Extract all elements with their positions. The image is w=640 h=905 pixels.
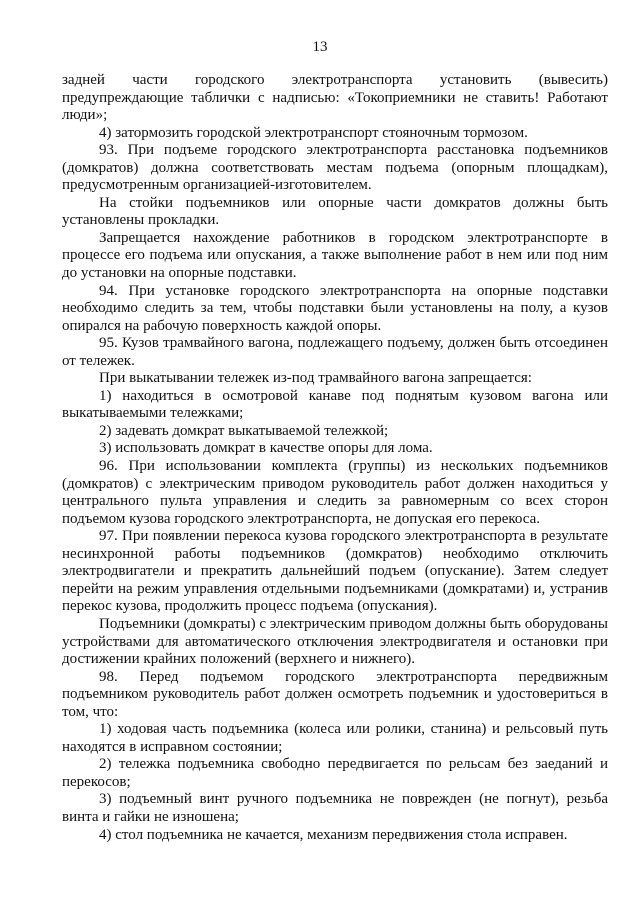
page-number: 13 — [312, 39, 328, 55]
paragraph: При выкатывании тележек из-под трамвайного вагона запрещается: — [99, 370, 532, 387]
paragraph: 93. При подъеме городского электротранспорта расстановка подъемников (домкратов) должна соответствовать местам подъема (опорным площадкам), предусмотренным организацией-изготовителем. — [62, 142, 608, 194]
document-body — [62, 72, 608, 844]
paragraph: 4) затормозить городской электротранспорт стояночным тормозом. — [99, 124, 528, 141]
paragraph: На стойки подъемников или опорные части домкратов должны быть установлены прокладки. — [62, 194, 608, 229]
paragraph: 2) задевать домкрат выкатываемой тележкой; — [99, 422, 389, 439]
paragraph: Подъемники (домкраты) с электрическим приводом должны быть оборудованы устройствами для автоматического отключения электродвигателя и остановки при достижении крайних положений (верхнего и нижнего). — [62, 615, 608, 668]
paragraph: 2) тележка подъемника свободно передвигается по рельсам без заеданий и перекосов; — [62, 756, 608, 790]
paragraph: Запрещается нахождение работников в городском электротранспорте в процессе его подъема или опускания, а также выполнение работ в нем или под ним до установки на опорные подставки. — [62, 229, 608, 282]
paragraph: 3) использовать домкрат в качестве опоры для лома. — [99, 440, 433, 457]
paragraph: 1) находиться в осмотровой канаве под поднятым кузовом вагона или выкатываемыми тележками; — [62, 387, 608, 422]
paragraph: 3) подъемный винт ручного подъемника не поврежден (не погнут), резьба винта и гайки не изношена; — [62, 791, 608, 825]
paragraph: задней части городского электротранспорта установить (вывесить) предупреждающие таблички с надписью: «Токоприемники не ставить! Работают люди»; — [62, 72, 608, 124]
paragraph: 95. Кузов трамвайного вагона, подлежащего подъему, должен быть отсоединен от тележек. — [62, 335, 608, 369]
paragraph: 94. При установке городского электротранспорта на опорные подставки необходимо следить за тем, чтобы подставки были установлены на полу, а кузов опирался на рабочую поверхность каждой опоры. — [62, 282, 608, 334]
paragraph: 4) стол подъемника не качается, механизм передвижения стола исправен. — [99, 826, 568, 843]
paragraph: 98. Перед подъемом городского электротранспорта передвижным подъемником руководитель работ должен осмотреть подъемник и удостовериться в том, что: — [62, 668, 608, 720]
paragraph: 1) ходовая часть подъемника (колеса или ролики, станина) и рельсовый путь находятся в исправном состоянии; — [62, 721, 608, 755]
paragraph: 97. При появлении перекоса кузова городского электротранспорта в результате несинхронной работы подъемников (домкратов) необходимо отключить электродвигатели и прекратить дальнейший подъем (опускание). Затем следует перейти на режим управления отдельными подъемниками (домкратами) и, устранив перекос кузова, продолжить процесс подъема (опускания). — [62, 528, 608, 615]
paragraph: 96. При использовании комплекта (группы) из нескольких подъемников (домкратов) с электрическим приводом руководитель работ должен находиться у центрального пульта управления и следить за равномерным со всех сторон подъемом кузова городского электротранспорта, не допуская его перекоса. — [62, 458, 608, 527]
